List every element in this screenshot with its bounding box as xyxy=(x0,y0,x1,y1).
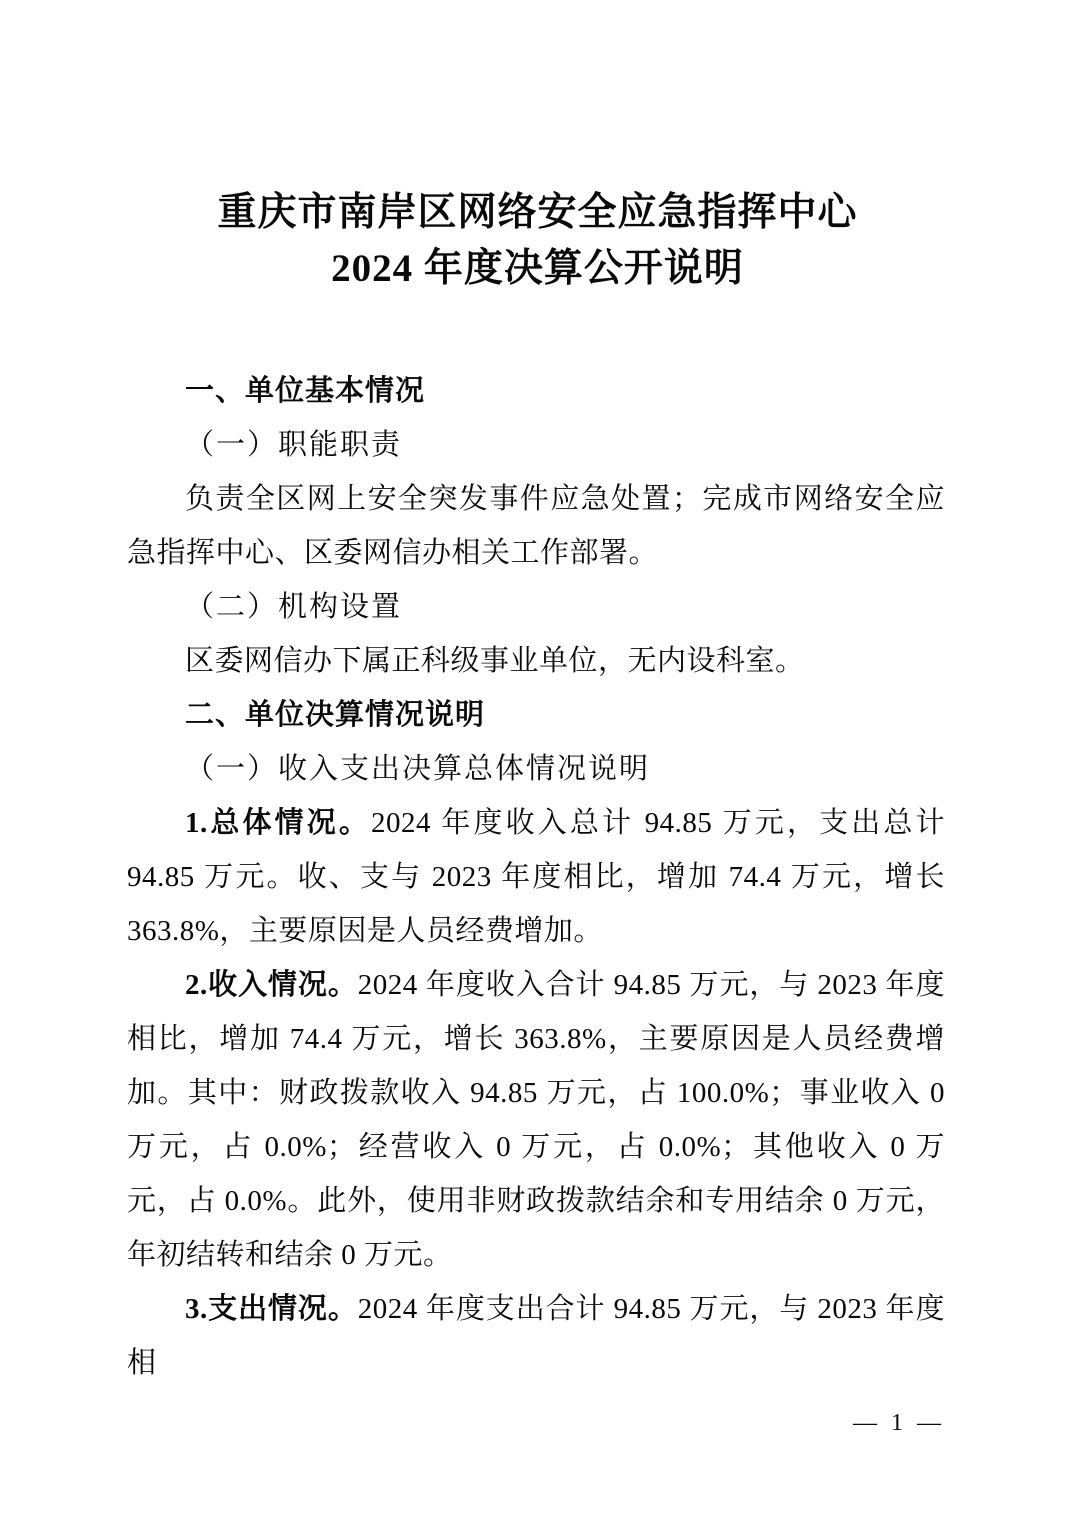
paragraph-overall-situation-lead: 1.总体情况。 xyxy=(185,807,372,839)
subsection-heading-duties: （一）职能职责 xyxy=(185,429,403,461)
paragraph-income-situation xyxy=(127,958,945,1282)
paragraph-duties: 负责全区网上安全突发事件应急处置；完成市网络安全应急指挥中心、区委网信办相关工作部署。 xyxy=(127,483,945,569)
paragraph-expense-situation xyxy=(127,1282,945,1390)
paragraph-overall-situation xyxy=(127,796,945,958)
paragraph-income-situation-text: 2024 年度收入合计 94.85 万元，与 2023 年度相比，增加 74.4 万元，增长 363.8%，主要原因是人员经费增加。其中：财政拨款收入 94.85 万元，占 100.0%；事业收入 0 万元，占 0.0%；经营收入 0 万元，占 0.0%；其他收入 0 万元，占 0.0%。此外，使用非财政拨款结余和专用结余 0 万元，年初结转和结余 0 万元。 xyxy=(127,969,945,1271)
subsection-heading-structure: （二）机构设置 xyxy=(185,591,403,623)
document-body xyxy=(127,364,945,1390)
document-title xyxy=(0,185,1075,297)
page-number: — 1 — xyxy=(853,1410,945,1436)
paragraph-structure: 区委网信办下属正科级事业单位，无内设科室。 xyxy=(185,645,805,677)
section-heading-basic-info: 一、单位基本情况 xyxy=(185,375,426,407)
subsection-heading-income-expense-overview: （一）收入支出决算总体情况说明 xyxy=(185,753,651,785)
title-line-1: 重庆市南岸区网络安全应急指挥中心 xyxy=(217,191,858,234)
title-line-2: 2024 年度决算公开说明 xyxy=(331,247,744,290)
section-heading-final-accounts: 二、单位决算情况说明 xyxy=(185,699,486,731)
paragraph-expense-situation-text: 2024 年度支出合计 94.85 万元，与 2023 年度相 xyxy=(127,1293,945,1379)
paragraph-income-situation-lead: 2.收入情况。 xyxy=(185,969,358,1001)
paragraph-expense-situation-lead: 3.支出情况。 xyxy=(185,1293,358,1325)
paragraph-overall-situation-text: 2024 年度收入总计 94.85 万元，支出总计 94.85 万元。收、支与 2023 年度相比，增加 74.4 万元，增长 363.8%，主要原因是人员经费增加。 xyxy=(127,807,945,947)
